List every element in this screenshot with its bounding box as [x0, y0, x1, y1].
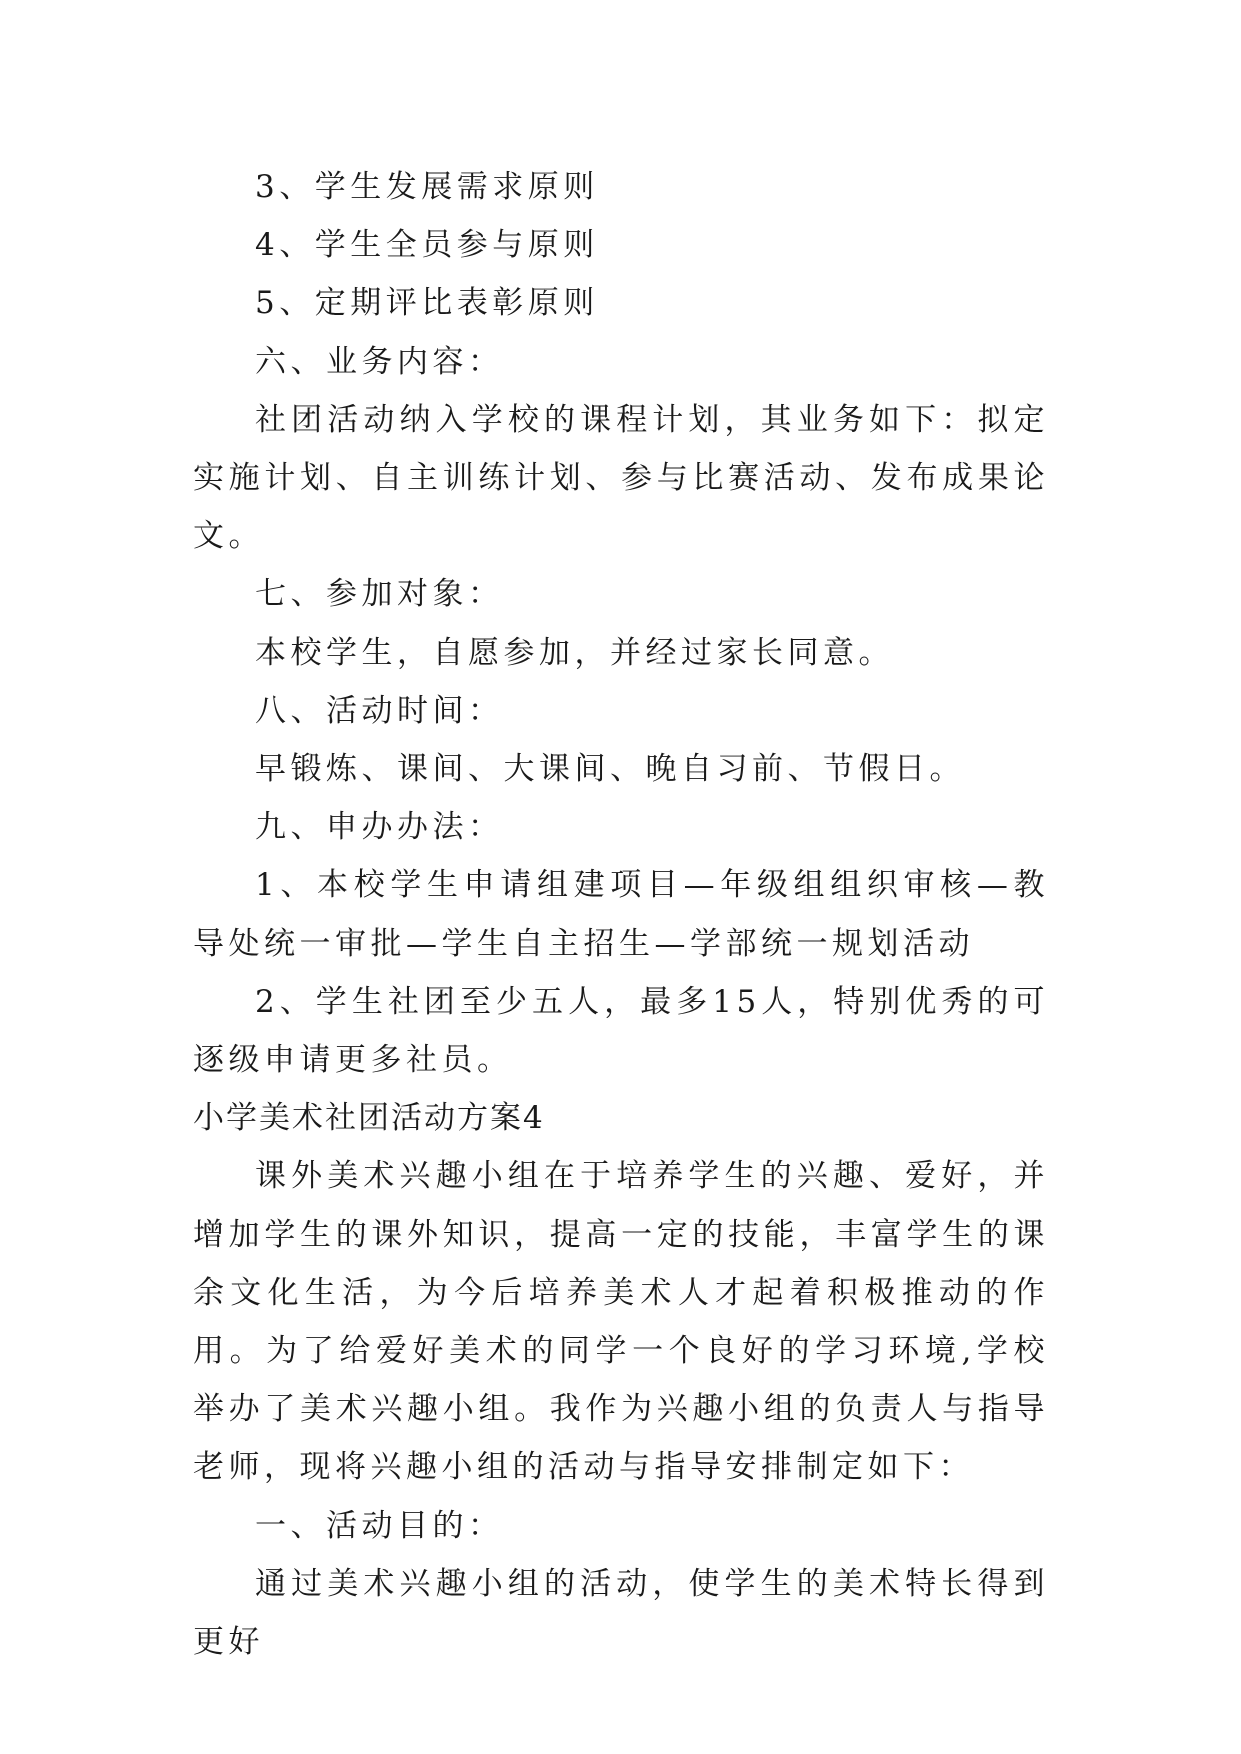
principle-item-4: 4、学生全员参与原则: [255, 227, 599, 264]
application-step-2: 2、学生社团至少五人，最多15人，特别优秀的可逐级申请更多社员。: [193, 983, 1049, 1079]
purpose-paragraph: 通过美术兴趣小组的活动，使学生的美术特长得到更好: [193, 1565, 1049, 1661]
principle-item-5: 5、定期评比表彰原则: [255, 285, 599, 322]
plan-title: 小学美术社团活动方案4: [193, 1100, 545, 1137]
principle-item-3: 3、学生发展需求原则: [255, 169, 599, 205]
application-step-1: 1、本校学生申请组建项目—年级组组织审核—教导处统一审批—学生自主招生—学部统一规划活动: [193, 867, 1049, 962]
section-heading-purpose: 一、活动目的：: [255, 1507, 504, 1544]
section-heading-business: 六、业务内容：: [255, 343, 504, 380]
time-paragraph: 早锻炼、课间、大课间、晚自习前、节假日。: [255, 751, 965, 788]
section-heading-application: 九、申办办法：: [255, 809, 504, 846]
participants-paragraph: 本校学生，自愿参加，并经过家长同意。: [255, 634, 894, 671]
section-heading-time: 八、活动时间：: [255, 692, 504, 729]
document-body: [193, 158, 1049, 1671]
business-paragraph: 社团活动纳入学校的课程计划，其业务如下：拟定实施计划、自主训练计划、参与比赛活动、发布成果论文。: [193, 401, 1049, 555]
intro-paragraph: 课外美术兴趣小组在于培养学生的兴趣、爱好，并增加学生的课外知识，提高一定的技能，丰富学生的课余文化生活，为今后培养美术人才起着积极推动的作用。为了给爱好美术的同学一个良好的学习环境,学校举办了美术兴趣小组。我作为兴趣小组的负责人与指导老师，现将兴趣小组的活动与指导安排制定如下：: [193, 1158, 1049, 1486]
section-heading-participants: 七、参加对象：: [255, 576, 504, 613]
